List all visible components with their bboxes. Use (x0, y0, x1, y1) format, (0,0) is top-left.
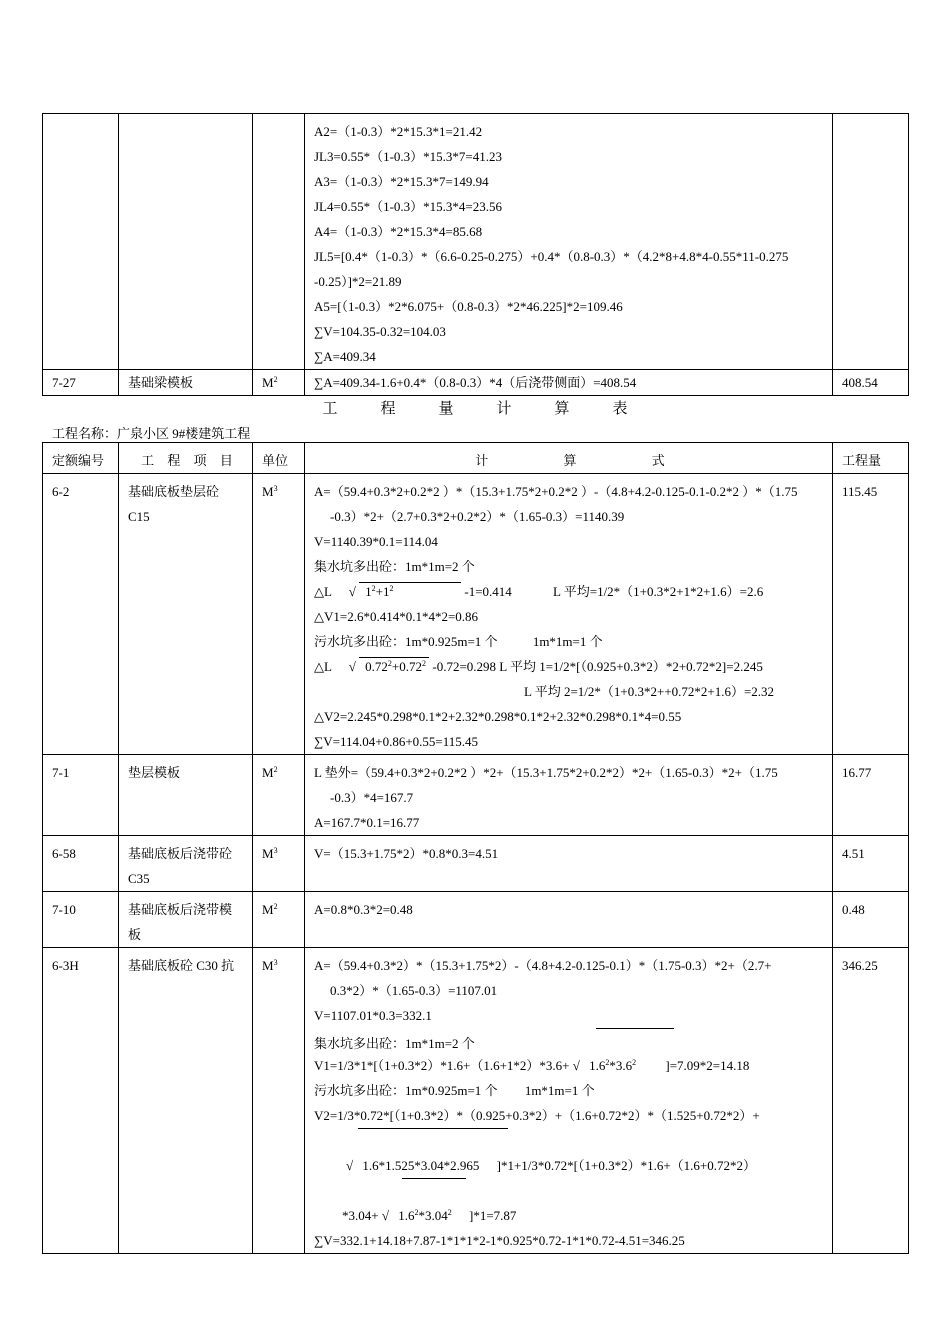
formula-line (314, 1203, 826, 1228)
radical-bar (402, 1178, 466, 1180)
formula-line (314, 1028, 826, 1053)
formula-line (314, 1128, 826, 1153)
formula-line: △V1=2.6*0.414*0.1*4*2=0.86 (314, 609, 479, 624)
item-cell: 基础底板砼 C30 抗 (119, 948, 253, 1254)
formula-line: A5=[（1-0.3）*2*6.075+（0.8-0.3）*2*46.225]*2=109.46 (314, 299, 623, 314)
unit-cell (253, 948, 305, 1254)
formula-line: A3=（1-0.3）*2*15.3*7=149.94 (314, 174, 489, 189)
formula-cell (305, 836, 833, 892)
code-cell: 6-3H (43, 948, 119, 1254)
formula-text: *3.6 (609, 1058, 633, 1073)
exponent: 2 (632, 1058, 637, 1067)
formula-text: +0.72 (391, 659, 422, 674)
header-char: 目 (219, 453, 233, 468)
title-char: 计 (496, 401, 512, 417)
project-name-text: 工程名称：广泉小区 9#楼建筑工程 (52, 426, 251, 441)
exponent: 2 (447, 1208, 452, 1217)
header-row (43, 443, 909, 474)
code-cell: 6-2 (43, 474, 119, 755)
formula-line (314, 1078, 826, 1103)
formula-line: -0.25）]*2=21.89 (314, 274, 402, 289)
code-cell: 6-58 (43, 836, 119, 892)
header-char: 计 (475, 453, 489, 468)
formula-line (314, 654, 826, 679)
formula-line: ∑A=409.34 (314, 349, 376, 364)
item-line: 板 (128, 927, 142, 942)
formula-line: A2=（1-0.3）*2*15.3*1=21.42 (314, 124, 483, 139)
header-unit: 单位 (253, 443, 305, 474)
header-char: 项 (193, 453, 207, 468)
table-row (43, 836, 909, 892)
item-line: 基础底板后浇带砼 (128, 846, 233, 861)
header-code: 定额编号 (43, 443, 119, 474)
formula-line: -0.3）*4=167.7 (330, 790, 414, 805)
formula-line: L 垫外=（59.4+0.3*2+0.2*2 ）*2+（15.3+1.75*2+0.2*2）*2+（1.65-0.3）*2+（1.75 (314, 765, 778, 780)
sqrt-radicand (392, 1208, 452, 1223)
formula-line: 0.3*2）*（1.65-0.3）=1107.01 (330, 983, 498, 998)
item-cell (119, 114, 253, 370)
header-formula (305, 443, 833, 474)
unit-exponent: 2 (273, 902, 278, 911)
formula-line (314, 1153, 826, 1178)
formula-line: ∑A=409.34-1.6+0.4*（0.8-0.3）*4（后浇带侧面）=408.54 (314, 375, 637, 390)
unit-cell (253, 755, 305, 836)
unit-exponent: 3 (273, 958, 278, 967)
quantity-cell: 4.51 (833, 836, 909, 892)
unit-text: M (262, 375, 274, 390)
sqrt-icon: √ (572, 1058, 580, 1073)
formula-cell (305, 948, 833, 1254)
unit-text: M (262, 846, 274, 861)
item-line: 基础底板后浇带模 (128, 902, 233, 917)
unit-cell (253, 892, 305, 948)
formula-line: V=1140.39*0.1=114.04 (314, 534, 438, 549)
formula-line: 集水坑多出砼：1m*1m=2 个 (314, 559, 475, 574)
formula-line: V=1107.01*0.3=332.1 (314, 1008, 432, 1023)
formula-text: -0.72=0.298 L 平均 1=1/2*[（0.925+0.3*2）*2+0.72*2]=2.245 (432, 659, 763, 674)
formula-text: ]*1+1/3*0.72*[（1+0.3*2）*1.6+（1.6+0.72*2） (496, 1158, 756, 1173)
formula-line: JL3=0.55*（1-0.3）*15.3*7=41.23 (314, 149, 502, 164)
unit-text: M (262, 902, 274, 917)
header-char: 程 (167, 453, 181, 468)
formula-text: 集水坑多出砼：1m*1m=2 个 (314, 1036, 475, 1051)
exponent: 2 (414, 1208, 419, 1217)
unit-exponent: 3 (273, 846, 278, 855)
formula-line: ∑V=332.1+14.18+7.87-1*1*1*2-1*0.925*0.72-1*1*0.72-4.51=346.25 (314, 1233, 685, 1248)
formula-line: A=（59.4+0.3*2+0.2*2 ）*（15.3+1.75*2+0.2*2 ）-（4.8+4.2-0.125-0.1-0.2*2 ）*（1.75 (314, 484, 798, 499)
quantity-cell (833, 114, 909, 370)
title-char: 算 (554, 401, 570, 417)
table-row (43, 948, 909, 1254)
sqrt-radicand (359, 582, 461, 601)
exponent: 2 (605, 1058, 610, 1067)
formula-text: 1m*1m=1 个 (532, 634, 603, 649)
radical-bar (358, 1128, 508, 1130)
exponent: 2 (371, 584, 376, 593)
unit-cell (253, 474, 305, 755)
formula-text: △L (314, 659, 332, 674)
exponent: 2 (421, 659, 426, 668)
code-cell: 7-1 (43, 755, 119, 836)
formula-text: 0.72 (365, 659, 388, 674)
formula-line: △V2=2.245*0.298*0.1*2+2.32*0.298*0.1*2+2.32*0.298*0.1*4=0.55 (314, 709, 682, 724)
unit-cell (253, 836, 305, 892)
sqrt-radicand (359, 657, 429, 676)
formula-line (314, 1178, 826, 1203)
formula-text: *3.04 (418, 1208, 448, 1223)
unit-exponent: 2 (273, 765, 278, 774)
unit-text: M (262, 765, 274, 780)
quantity-cell: 346.25 (833, 948, 909, 1254)
formula-text: 1 (365, 584, 372, 599)
formula-cell (305, 755, 833, 836)
formula-line: L 平均 2=1/2*（1+0.3*2++0.72*2+1.6）=2.32 (524, 684, 775, 699)
unit-exponent: 3 (273, 484, 278, 493)
formula-text: *3.04+ (342, 1208, 379, 1223)
title-char: 表 (612, 401, 628, 417)
quantity-cell: 16.77 (833, 755, 909, 836)
title-char: 工 (322, 401, 338, 417)
header-char: 式 (651, 453, 665, 468)
formula-line: A=（59.4+0.3*2）*（15.3+1.75*2）-（4.8+4.2-0.125-0.1）*（1.75-0.3）*2+（2.7+ (314, 958, 772, 973)
unit-cell (253, 370, 305, 396)
quantity-cell: 408.54 (833, 370, 909, 396)
title-char: 量 (438, 401, 454, 417)
formula-line: A=167.7*0.1=16.77 (314, 815, 420, 830)
formula-line: V2=1/3*0.72*[（1+0.3*2）*（0.925+0.3*2）+（1.6+0.72*2）*（1.525+0.72*2）+ (314, 1108, 760, 1123)
formula-text: 污水坑多出砼：1m*0.925m=1 个 (314, 1083, 498, 1098)
unit-exponent: 2 (273, 375, 278, 384)
formula-line: -0.3）*2+（2.7+0.3*2+0.2*2）*（1.65-0.3）=1140.39 (330, 509, 625, 524)
item-cell: 垫层模板 (119, 755, 253, 836)
item-cell (119, 474, 253, 755)
header-char: 算 (563, 453, 577, 468)
sqrt-radicand: 1.6*1.525*3.04*2.965 (362, 1158, 480, 1173)
table-row (43, 755, 909, 836)
formula-text: 污水坑多出砼：1m*0.925m=1 个 (314, 634, 498, 649)
code-cell: 7-27 (43, 370, 119, 396)
item-line: C35 (128, 871, 150, 886)
unit-text: M (262, 958, 274, 973)
formula-text: 1.6 (398, 1208, 415, 1223)
code-cell: 7-10 (43, 892, 119, 948)
item-cell (119, 836, 253, 892)
exponent: 2 (387, 659, 392, 668)
formula-cell (305, 474, 833, 755)
sqrt-radicand (583, 1058, 636, 1073)
formula-line (314, 1053, 826, 1078)
formula-cell (305, 114, 833, 370)
formula-text: -1=0.414 (464, 584, 512, 599)
title-char: 程 (380, 401, 396, 417)
formula-cell (305, 370, 833, 396)
formula-text: △L (314, 584, 332, 599)
formula-line: A=0.8*0.3*2=0.48 (314, 902, 413, 917)
sqrt-icon: √ (348, 659, 356, 674)
table-row (43, 474, 909, 755)
table-row (43, 370, 909, 396)
header-char: 工 (141, 453, 155, 468)
header-item (119, 443, 253, 474)
code-cell (43, 114, 119, 370)
formula-text: ]*1=7.87 (468, 1208, 517, 1223)
formula-line (314, 579, 826, 604)
formula-line (314, 629, 826, 654)
calculation-table-continued (42, 113, 909, 396)
unit-cell (253, 114, 305, 370)
calculation-table (42, 442, 909, 1254)
table-row (43, 114, 909, 370)
formula-line: V=（15.3+1.75*2）*0.8*0.3=4.51 (314, 846, 499, 861)
formula-text: 1m*1m=1 个 (524, 1083, 595, 1098)
sqrt-icon: √ (381, 1208, 389, 1223)
quantity-cell: 115.45 (833, 474, 909, 755)
unit-text: M (262, 484, 274, 499)
item-cell: 基础梁模板 (119, 370, 253, 396)
formula-text: 1.6 (589, 1058, 606, 1073)
formula-line: ∑V=104.35-0.32=104.03 (314, 324, 446, 339)
item-cell (119, 892, 253, 948)
quantity-cell: 0.48 (833, 892, 909, 948)
sqrt-icon: √ (348, 584, 356, 599)
formula-text: L 平均=1/2*（1+0.3*2+1*2+1.6）=2.6 (553, 584, 764, 599)
project-name (52, 423, 250, 442)
header-quantity: 工程量 (833, 443, 909, 474)
exponent: 2 (389, 584, 394, 593)
formula-line: JL4=0.55*（1-0.3）*15.3*4=23.56 (314, 199, 502, 214)
formula-text: +1 (375, 584, 390, 599)
formula-text: ]=7.09*2=14.18 (665, 1058, 750, 1073)
sheet-title (0, 397, 950, 418)
formula-line: JL5=[0.4*（1-0.3）*（6.6-0.25-0.275）+0.4*（0.8-0.3）*（4.2*8+4.8*4-0.55*11-0.275 (314, 249, 789, 264)
table-row (43, 892, 909, 948)
item-line: 基础底板垫层砼 (128, 484, 220, 499)
item-line: C15 (128, 509, 150, 524)
formula-line: ∑V=114.04+0.86+0.55=115.45 (314, 734, 479, 749)
formula-line: A4=（1-0.3）*2*15.3*4=85.68 (314, 224, 483, 239)
formula-cell (305, 892, 833, 948)
radical-bar (596, 1028, 674, 1030)
formula-text: V1=1/3*1*[（1+0.3*2）*1.6+（1.6+1*2）*3.6+ (314, 1058, 570, 1073)
sqrt-icon: √ (346, 1158, 354, 1173)
